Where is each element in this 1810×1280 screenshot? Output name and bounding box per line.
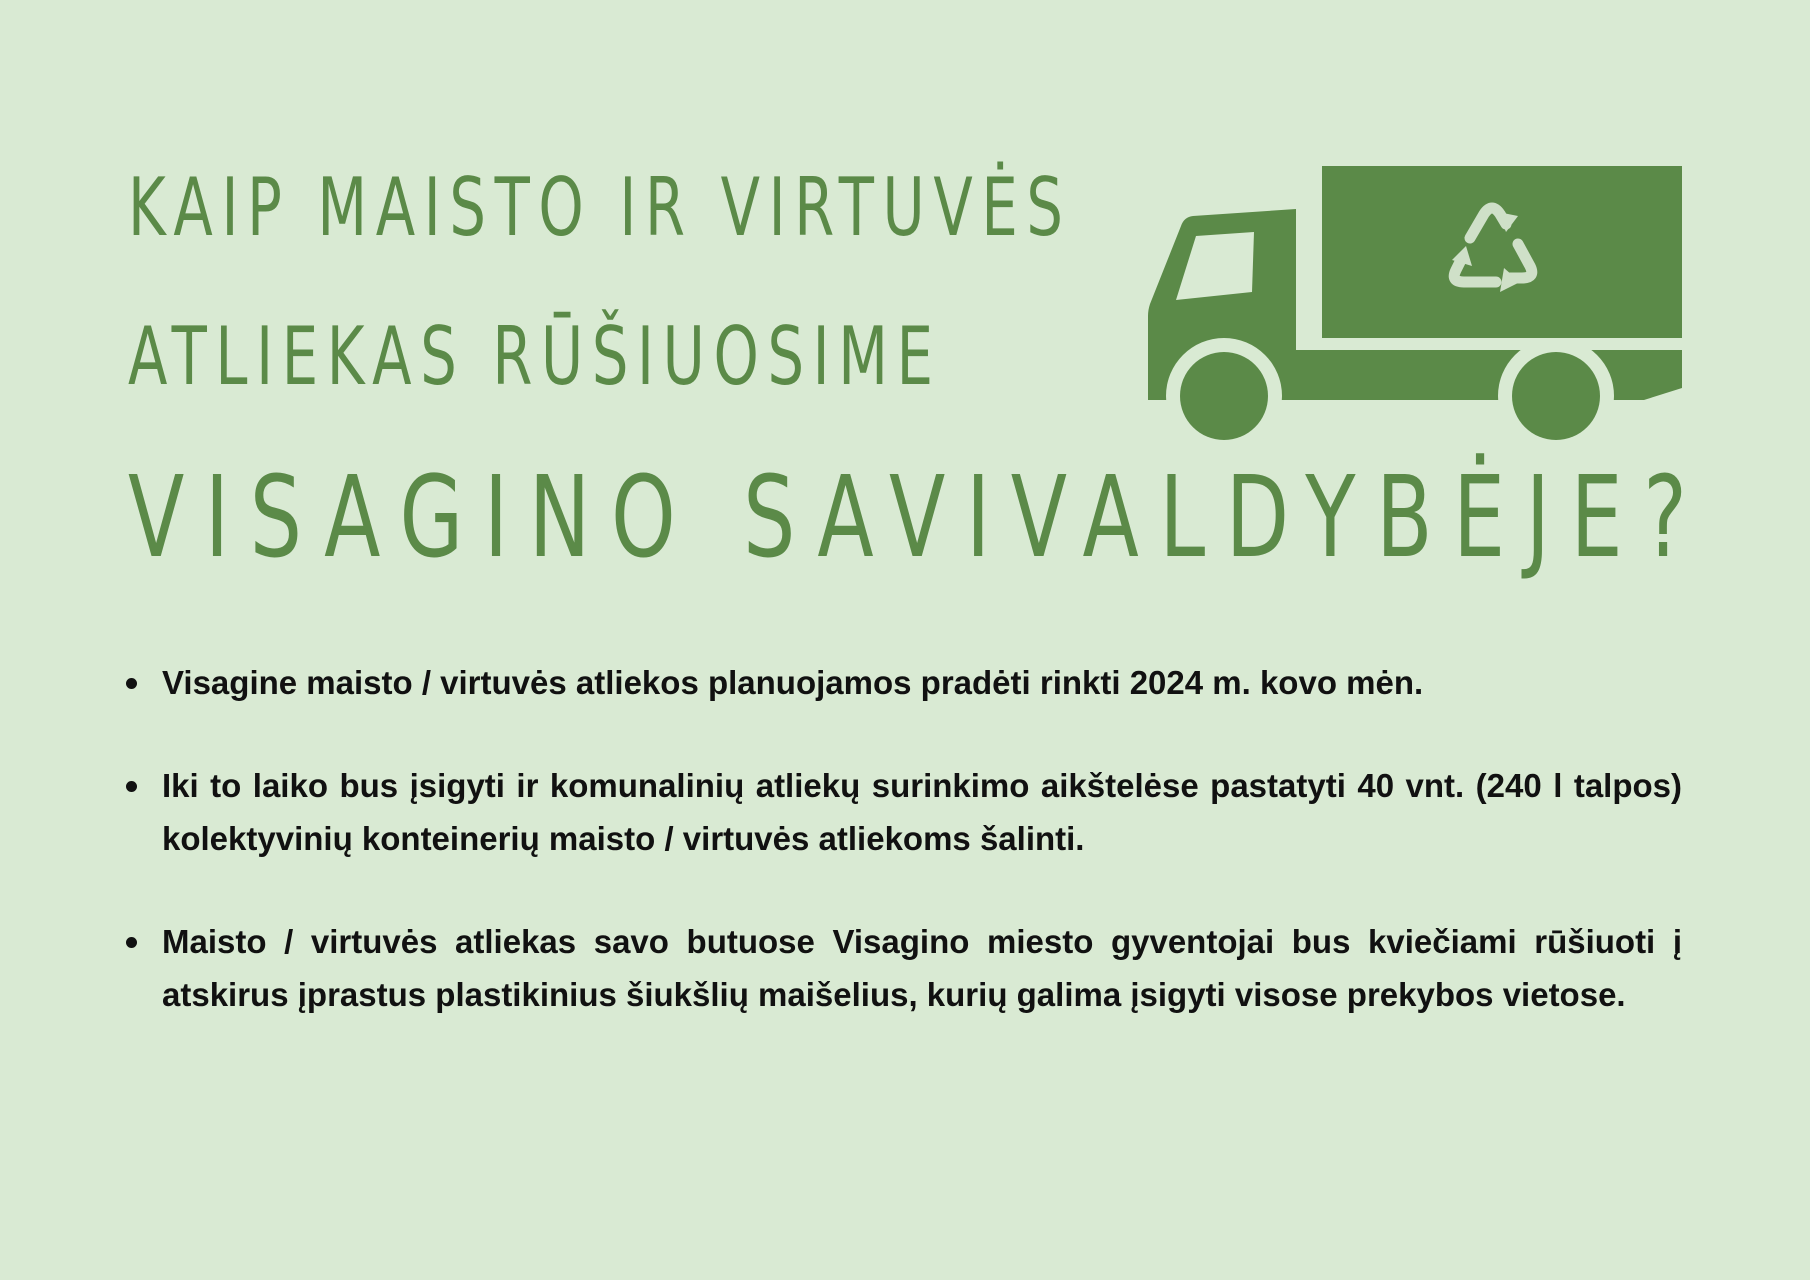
- list-item: [122, 656, 1682, 709]
- bullet-dot-icon: [126, 937, 137, 948]
- list-item-text: Visagine maisto / virtuvės atliekos planuojamos pradėti rinkti 2024 m. kovo mėn.: [162, 664, 1424, 701]
- recycling-truck-icon: [1148, 164, 1684, 440]
- list-item: [122, 915, 1682, 1021]
- info-list: [122, 656, 1682, 1071]
- title-line-1: KAIP MAISTO IR VIRTUVĖS: [128, 161, 1072, 254]
- title-line-2: ATLIEKAS RŪŠIUOSIME: [128, 310, 942, 403]
- bullet-dot-icon: [126, 678, 137, 689]
- bullet-dot-icon: [126, 781, 137, 792]
- list-item-text: Maisto / virtuvės atliekas savo butuose Visagino miesto gyventojai bus kviečiami rūšiuoti į atskirus įprastus plastikinius šiukšlių maišelius, kurių galima įsigyti visose prekybos vietose.: [162, 923, 1682, 1013]
- list-item-text: Iki to laiko bus įsigyti ir komunalinių atliekų surinkimo aikštelėse pastatyti 40 vnt. (240 l talpos) kolektyvinių konteinerių maisto / virtuvės atliekoms šalinti.: [162, 767, 1682, 857]
- title-line-3: VISAGINO SAVIVALDYBĖJE?: [128, 453, 1708, 583]
- list-item: [122, 759, 1682, 865]
